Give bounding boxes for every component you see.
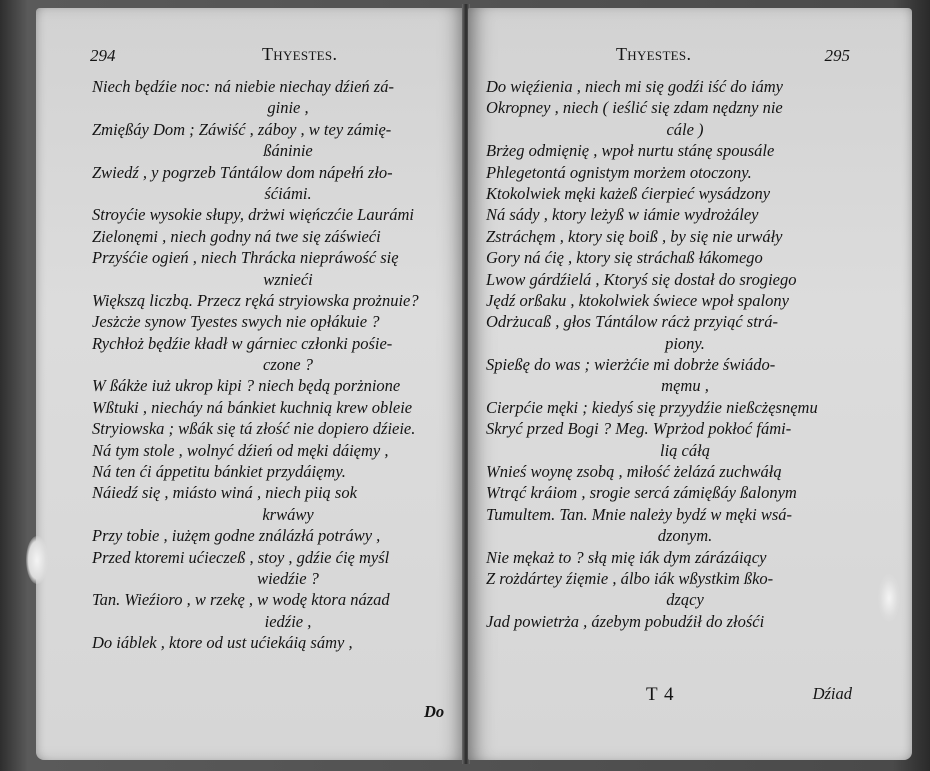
text-line: Ktokolwiek męki każeß ćierpieć wysádzony <box>486 183 771 203</box>
text-line: ßáninie <box>263 141 313 161</box>
text-line: Jad powietrża , ázebym pobudźił do złośći <box>486 611 765 631</box>
text-line: męmu , <box>661 376 709 396</box>
text-line: Z rożdártey źięmie , álbo iák wßystkim ßko- <box>486 568 774 588</box>
text-line: iedźie , <box>264 611 312 631</box>
left-page-text <box>92 76 454 654</box>
right-page-text <box>486 76 844 632</box>
text-line: Większą liczbą. Przecz ręká stryiowska prożnuie? <box>92 290 419 310</box>
right-page <box>468 8 912 760</box>
text-line: Zwiedź , y pogrzeb Tántálow dom nápełń zło- <box>92 162 393 182</box>
text-line: Odrżucaß , głos Tántálow rácż przyiąć strá- <box>486 312 778 332</box>
running-title: Thyestes. <box>262 44 338 64</box>
text-line: W ßákże iuż ukrop kipi ? niech będą porżnione <box>92 376 401 396</box>
text-line: dzonym. <box>657 526 713 546</box>
text-line: krwáwy <box>262 504 314 524</box>
text-line: Wtrąć kráiom , srogie sercá zámięßáy ßalonym <box>486 483 797 503</box>
text-line: Tan. Wieźioro , w rzekę , w wodę ktora názad <box>92 590 390 610</box>
text-line: cále ) <box>666 119 704 139</box>
left-page <box>36 8 464 760</box>
text-line: Ná sády , ktory leżyß w iámie wydrożáley <box>486 205 759 225</box>
text-line: czone ? <box>263 355 313 375</box>
text-line: Spießę do was ; wierżćie mi dobrże świádo- <box>486 355 776 375</box>
text-line: Rychłoż będźie kładł w gárniec członki pośie- <box>92 333 393 353</box>
text-line: Jesżcże synow Tyestes swych nie opłákuie ? <box>92 312 380 332</box>
text-line: Niech będźie noc: ná niebie niechay dźień zá- <box>92 77 394 96</box>
page-clip <box>878 574 900 622</box>
text-line: dzący <box>666 590 704 610</box>
catchword: Do <box>424 702 445 721</box>
text-line: Stroyćie wysokie słupy, drżwi więńczćie Laurámi <box>92 205 415 225</box>
left-page-header <box>36 44 464 70</box>
text-line: Náiedź się , miásto winá , niech piią sok <box>92 483 357 503</box>
right-page-footer <box>468 684 912 708</box>
text-line: wiedźie ? <box>257 568 319 588</box>
text-line: piony. <box>665 333 705 353</box>
text-line: Ná tym stole , wolnyć dźień od męki dáięmy , <box>92 440 389 460</box>
text-line: Okropney , niech ( ieślić się zdam nędzny nie <box>486 98 783 118</box>
text-line: Stryiowska ; wßák się tá złość nie dopiero dźieie. <box>92 419 416 439</box>
text-line: Przed ktoremi ućieczeß , stoy , gdźie ćię myśl <box>92 547 390 567</box>
catchword: Dźiad <box>812 684 852 703</box>
text-line: ginie , <box>267 98 309 118</box>
text-line: Phlegetontá ognistym morżem otoczony. <box>486 162 752 182</box>
text-line: Cierpćie męki ; kiedyś się przyydźie nießcżęsnęmu <box>486 397 818 417</box>
text-line: Przy tobie , iużęm godne ználázłá potráwy , <box>92 526 381 546</box>
text-line: wznieći <box>263 269 313 289</box>
text-line: Do więźienia , niech mi się godźi iść do iámy <box>486 77 783 96</box>
text-line: Ná ten ći áppetitu bánkiet przydáięmy. <box>92 462 346 482</box>
running-title: Thyestes. <box>616 44 692 64</box>
text-line: Brżeg odmięnię , wpoł nurtu stánę spousále <box>486 141 775 161</box>
text-line: Tumultem. Tan. Mnie należy bydź w męki wsá- <box>486 504 792 524</box>
text-line: lią cáłą <box>660 440 710 460</box>
page-clip <box>26 536 48 584</box>
text-line: Gory ná ćię , ktory się stráchaß łákomego <box>486 248 763 268</box>
page-number: 294 <box>90 46 116 65</box>
text-line: Zielonęmi , niech godny ná twe się záświeći <box>92 226 381 246</box>
text-line: Do iáblek , ktore od ust ućiekáią sámy , <box>92 633 353 653</box>
signature-mark: T 4 <box>646 684 675 705</box>
text-line: Zstráchęm , ktory się boiß , by się nie urwáły <box>486 226 783 246</box>
text-line: Jędź orßaku , ktokolwiek świece wpoł spalony <box>486 290 789 310</box>
page-number: 295 <box>824 46 850 65</box>
right-page-header <box>468 44 912 70</box>
text-line: Skryć przed Bogi ? Meg. Wprżod pokłoć fámi- <box>486 419 792 439</box>
text-line: śćiámi. <box>264 183 312 203</box>
text-line: Zmięßáy Dom ; Záwiść , záboy , w tey zámię- <box>92 119 392 139</box>
text-line: Lwow gárdźielá , Ktoryś się dostał do srogiego <box>486 269 797 289</box>
text-line: Nie mękaż to ? słą mię iák dym zárázáiący <box>486 547 767 567</box>
text-line: Przyśćie ogień , niech Thrácka niepráwość się <box>92 248 399 268</box>
left-page-footer <box>36 684 464 721</box>
text-line: Wnieś woynę zsobą , miłość żelázá zuchwáłą <box>486 462 782 482</box>
text-line: Wßtuki , niecháy ná bánkiet kuchnią krew obleie <box>92 397 413 417</box>
